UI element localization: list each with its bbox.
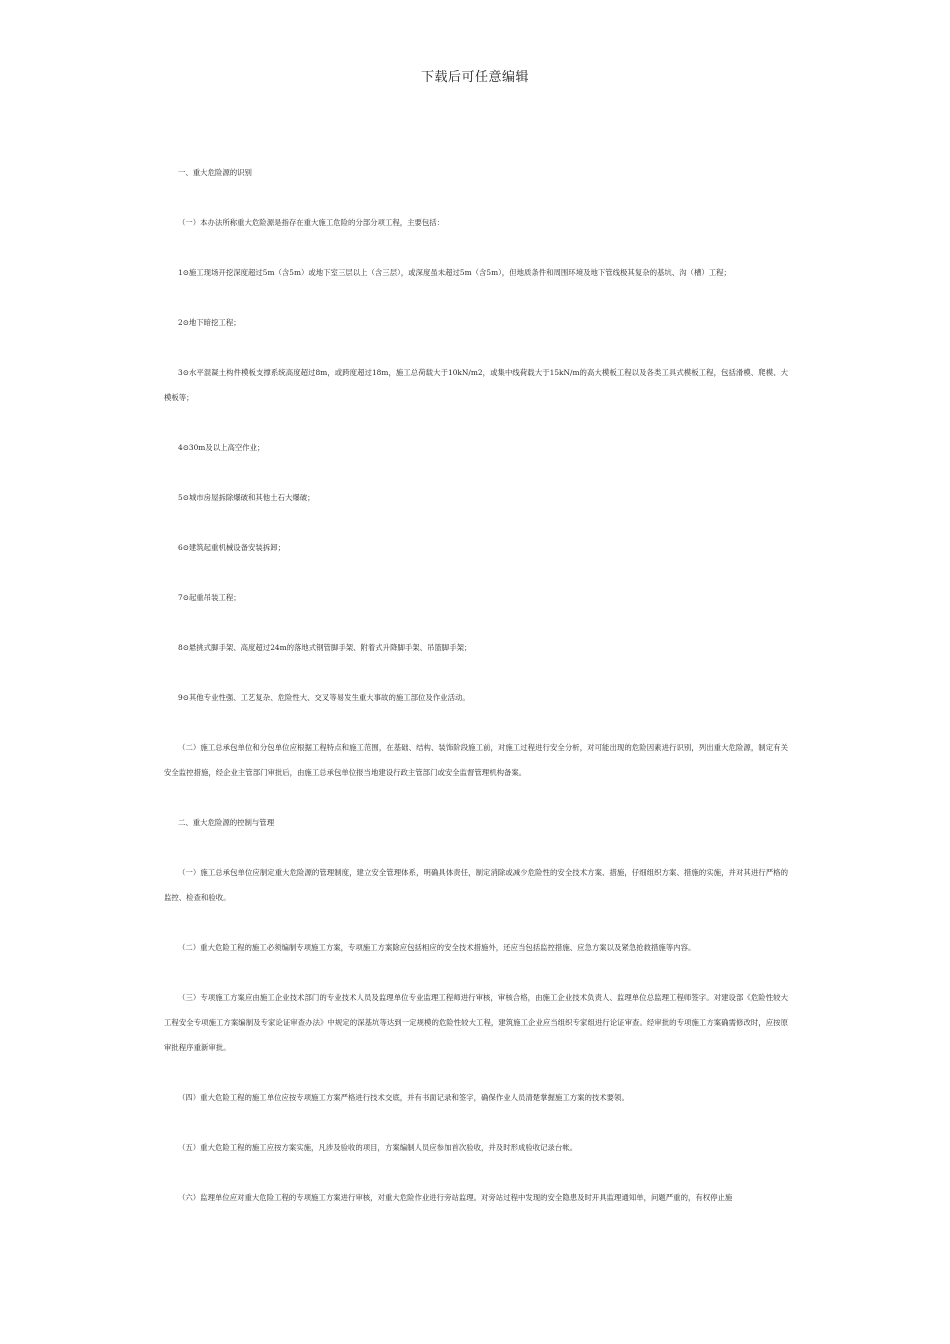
list-item: 3⊙水平混凝土构件模板支撑系统高度超过8m，或跨度超过18m，施工总荷载大于10kN/m2，或集中线荷载大于15kN/m的高大模板工程以及各类工具式模板工程，包括滑模、爬模、大模板等； bbox=[164, 368, 788, 402]
paragraph: （一）施工总承包单位应制定重大危险源的管理制度，建立安全管理体系，明确具体责任，制定消除或减少危险性的安全技术方案、措施，仔细组织方案、措施的实施，并对其进行严格的监控、检查和验收。 bbox=[164, 868, 788, 902]
paragraph-gap bbox=[164, 1110, 788, 1135]
paragraph-gap bbox=[164, 1160, 788, 1185]
paragraph-gap bbox=[164, 285, 788, 310]
paragraph-gap bbox=[164, 460, 788, 485]
paragraph-gap bbox=[164, 710, 788, 735]
paragraph-gap bbox=[164, 660, 788, 685]
page-header-title: 下载后可任意编辑 bbox=[420, 70, 529, 85]
list-item: 5⊙城市房屋拆除爆破和其他土石大爆破； bbox=[178, 493, 315, 502]
list-item: 2⊙地下暗挖工程； bbox=[178, 318, 241, 327]
list-item: 8⊙悬挑式脚手架、高度超过24m的落地式钢管脚手架、附着式升降脚手架、吊篮脚手架； bbox=[178, 643, 472, 652]
paragraph-gap bbox=[164, 335, 788, 360]
list-item: 9⊙其他专业性强、工艺复杂、危险性大、交叉等易发生重大事故的施工部位及作业活动。 bbox=[178, 693, 470, 702]
list-item: 4⊙30m及以上高空作业； bbox=[178, 443, 265, 452]
paragraph-gap bbox=[164, 910, 788, 935]
list-item: 6⊙建筑起重机械设备安装拆卸； bbox=[178, 543, 285, 552]
paragraph-gap bbox=[164, 510, 788, 535]
list-item: 7⊙起重吊装工程； bbox=[178, 593, 241, 602]
paragraph: （二）施工总承包单位和分包单位应根据工程特点和施工范围，在基础、结构、装饰阶段施工前，对施工过程进行安全分析，对可能出现的危险因素进行识别，列出重大危险源，制定有关安全监控措施，经企业主管部门审批后，由施工总承包单位报当地建设行政主管部门或安全监督管理机构备案。 bbox=[164, 743, 788, 777]
section-heading-2: 二、重大危险源的控制与管理 bbox=[178, 818, 275, 827]
paragraph: （四）重大危险工程的施工单位应按专项施工方案严格进行技术交底，并有书面记录和签字，确保作业人员清楚掌握施工方案的技术要领。 bbox=[178, 1093, 629, 1102]
paragraph-gap bbox=[164, 235, 788, 260]
paragraph: （五）重大危险工程的施工应按方案实施，凡涉及验收的项目，方案编制人员应参加首次验收，并及时形成验收记录台帐。 bbox=[178, 1143, 578, 1152]
paragraph: （二）重大危险工程的施工必须编制专项施工方案，专项施工方案除应包括相应的安全技术措施外，还应当包括监控措施、应急方案以及紧急抢救措施等内容。 bbox=[178, 943, 696, 952]
document-body bbox=[164, 160, 788, 1210]
paragraph-gap bbox=[164, 560, 788, 585]
paragraph-gap bbox=[164, 610, 788, 635]
paragraph-gap bbox=[164, 1060, 788, 1085]
paragraph-gap bbox=[164, 785, 788, 810]
paragraph-gap bbox=[164, 960, 788, 985]
paragraph-gap bbox=[164, 185, 788, 210]
list-item: 1⊙施工现场开挖深度超过5m（含5m）或地下室三层以上（含三层），或深度虽未超过5m（含5m），但地质条件和周围环境及地下管线极其复杂的基坑、沟（槽）工程； bbox=[178, 268, 731, 277]
paragraph: （三）专项施工方案应由施工企业技术部门的专业技术人员及监理单位专业监理工程师进行审核，审核合格，由施工企业技术负责人、监理单位总监理工程师签字。对建设部《危险性较大工程安全专项施工方案编制及专家论证审查办法》中规定的深基坑等达到一定规模的危险性较大工程，建筑施工企业应当组织专家组进行论证审查。经审批的专项施工方案确需修改时，应按原审批程序重新审批。 bbox=[164, 993, 788, 1052]
paragraph-gap bbox=[164, 835, 788, 860]
paragraph: （六）监理单位应对重大危险工程的专项施工方案进行审核，对重大危险作业进行旁站监理。对旁站过程中发现的安全隐患及时开具监理通知单，问题严重的，有权停止施 bbox=[178, 1193, 733, 1202]
paragraph-gap bbox=[164, 410, 788, 435]
paragraph: （一）本办法所称重大危险源是指存在重大施工危险的分部分项工程，主要包括： bbox=[178, 218, 445, 227]
section-heading-1: 一、重大危险源的识别 bbox=[178, 168, 252, 177]
